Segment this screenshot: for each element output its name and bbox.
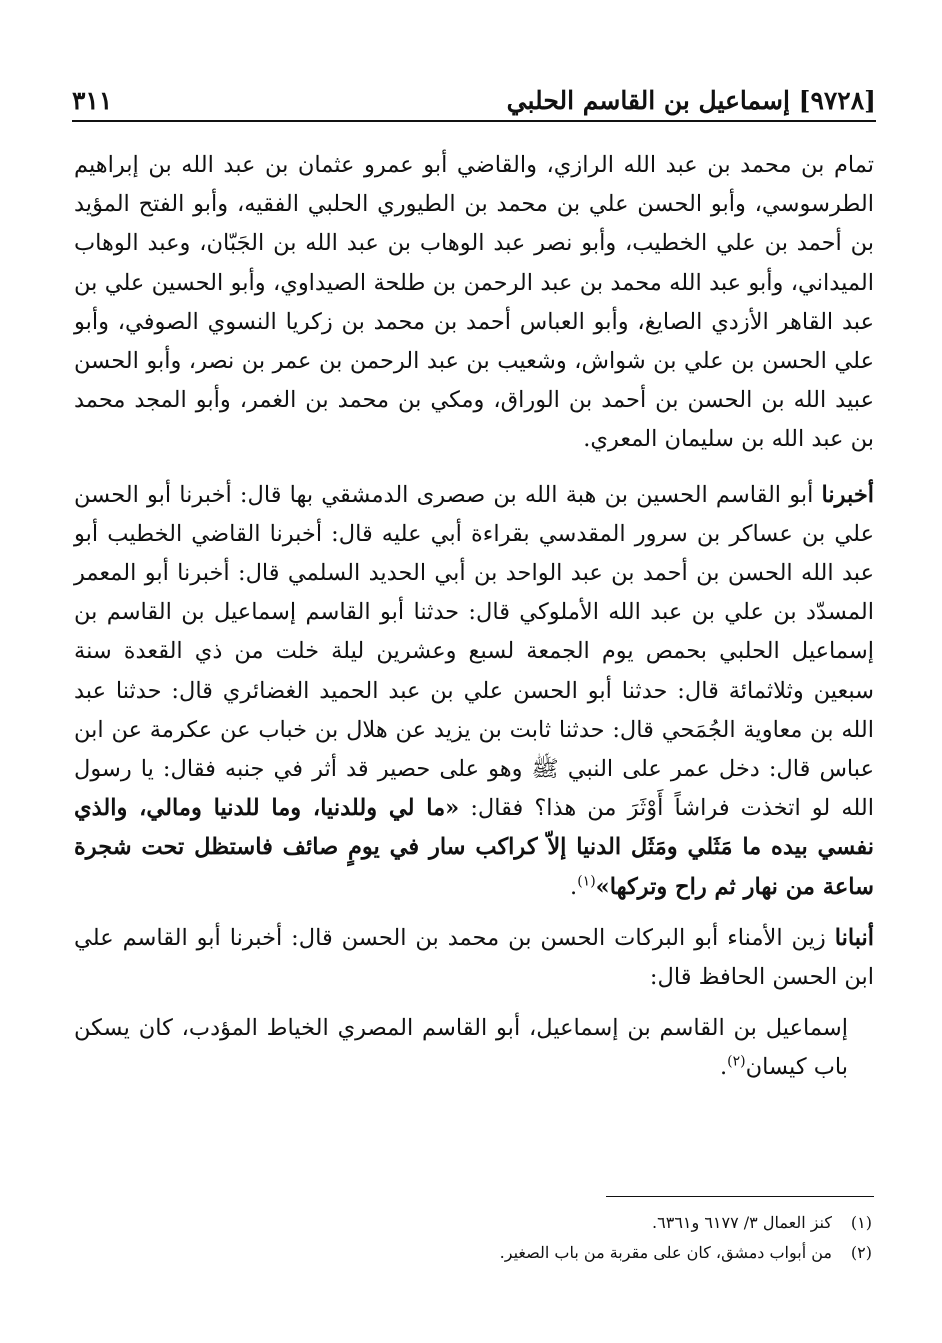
anbana-text: زين الأمناء أبو البركات الحسن بن محمد بن الحسن قال: أخبرنا أبو القاسم علي ابن الحسن الحافظ قال: [74,924,874,991]
isnad-text: أبو القاسم الحسين بن هبة الله بن صصرى الدمشقي بها قال: أخبرنا أبو الحسن علي بن عساكر بن سرور المقدسي بقراءة أبي عليه قال: أخبرنا القاضي الخطيب أبو عبد الله الحسن بن أحمد بن عبد الواحد بن أبي الحديد السلمي قال: أخبرنا أبو المعمر المسدّد بن علي بن عبد الله الأملوكي قال: حدثنا أبو القاسم إسماعيل بن القاسم بن إسماعيل الحلبي بحمص يوم الجمعة لسبع وعشرين ليلة خلت من ذي القعدة سنة سبعين وثلاثمائة قال: حدثنا أبو الحسن علي بن عبد الحميد الغضائري قال: حدثنا عبد الله بن معاوية الجُمَحي قال: حدثنا ثابت بن يزيد عن هلال بن خباب عن عكرمة عن ابن عباس قال: دخل عمر على النبي ﷺ وهو على حصير قد أثر في جنبه فقال: يا رسول الله لو اتخذت فراشاً أَوْثَرَ من هذا؟ فقال: [74,481,874,822]
page-number: ٣١١ [72,86,113,115]
footnote-text: كنز العمال ٣/ ٦١٧٧ و٦٣٦١. [652,1213,832,1232]
footnote-number: (٢) [850,1243,872,1262]
footnote-2 [74,1238,872,1268]
paragraph-biography [74,1009,874,1087]
hadith-matn: «ما لي وللدنيا، وما للدنيا ومالي، والذي نفسي بيده ما مَثَلي ومَثَل الدنيا إلاّ كراكب سار في يومٍ صائف فاستظل تحت شجرة ساعة من نهار ثم راح وتركها» [74,795,874,900]
paragraph-narrators: تمام بن محمد بن عبد الله الرازي، والقاضي أبو عمرو عثمان بن عبد الله بن إبراهيم الطرسوسي، وأبو الحسن علي بن محمد بن الطيوري الحلبي الفقيه، وأبو الفتح المؤيد بن أحمد بن علي الخطيب، وأبو نصر عبد الوهاب بن عبد الله بن الجَبّان، وعبد الوهاب الميداني، وأبو عبد الله محمد بن عبد الرحمن بن طلحة الصيداوي، وأبو الحسين علي بن عبد القاهر الأزدي الصايغ، وأبو العباس أحمد بن محمد بن زكريا النسوي الصوفي، وأبو علي الحسن بن علي بن شواش، وشعيب بن عبد الرحمن بن عمر بن نصر، وأبو الحسن عبيد الله بن الحسن بن أحمد بن الوراق، ومكي بن محمد بن الغمر، وأبو المجد محمد بن عبد الله بن سليمان المعري. [74,152,874,453]
footnote-text: من أبواب دمشق، كان على مقربة من باب الصغير. [499,1243,832,1262]
footnote-divider [606,1196,874,1197]
page-header [72,78,876,122]
main-text [74,146,874,1088]
footnote-number: (١) [850,1213,872,1232]
paragraph-end: . [719,1054,728,1081]
footnotes [74,1208,872,1268]
paragraph-end: . [570,873,578,900]
running-head: [٩٧٢٨] إسماعيل بن القاسم الحلبي [506,86,876,115]
paragraph-anbana [74,919,874,997]
footnote-ref-1: (١) [577,873,596,890]
footnote-1 [74,1208,872,1238]
paragraph-hadith [74,476,874,907]
footnote-ref-2: (٢) [727,1053,746,1070]
lead-word-anbana: أنبانا [834,924,874,951]
lead-word-akhbarana: أخبرنا [821,481,874,508]
biography-text: إسماعيل بن القاسم بن إسماعيل، أبو القاسم المصري الخياط المؤدب، كان يسكن باب كيسان [74,1015,848,1081]
